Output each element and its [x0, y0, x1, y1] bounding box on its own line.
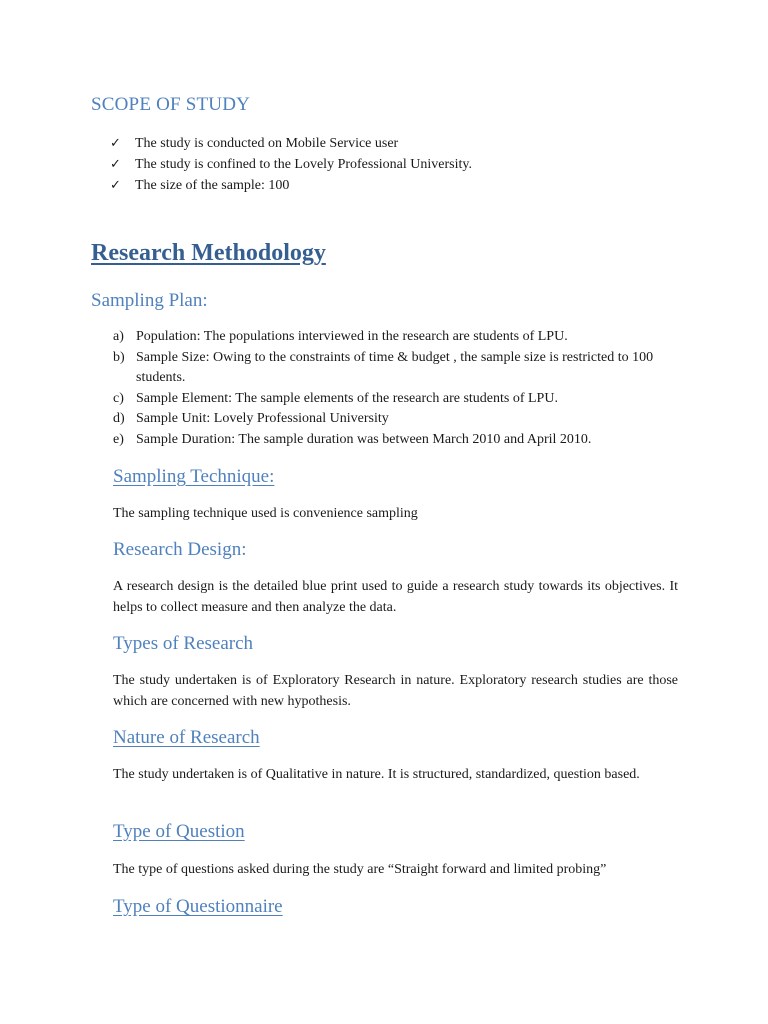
list-item-text: Sample Duration: The sample duration was between March 2010 and April 2010. [136, 431, 592, 447]
research-design-text: A research design is the detailed blue print used to guide a research study towards its objectives. It helps to collect measure and then analyze the data. [113, 579, 678, 615]
checkmark-icon: ✓ [110, 136, 121, 151]
type-of-question-heading: Type of Question [113, 821, 245, 842]
list-item [113, 327, 678, 348]
scope-list [110, 133, 472, 196]
checkmark-icon: ✓ [110, 178, 121, 193]
scope-item-text: The study is confined to the Lovely Professional University. [135, 157, 472, 172]
sampling-technique-text: The sampling technique used is convenience sampling [113, 506, 418, 521]
list-item [113, 348, 678, 389]
list-marker: d) [113, 411, 125, 426]
research-design-heading: Research Design: [113, 539, 247, 560]
types-of-research-text: The study undertaken is of Exploratory Research in nature. Exploratory research studies are those which are concerned with new hypothesis. [113, 673, 678, 709]
nature-of-research-text: The study undertaken is of Qualitative in nature. It is structured, standardized, question based. [113, 767, 640, 782]
list-item-text: Population: The populations interviewed in the research are students of LPU. [136, 329, 568, 344]
list-item-text: Sample Unit: Lovely Professional University [136, 411, 389, 426]
list-item [110, 154, 472, 175]
list-item-text: Sample Element: The sample elements of the research are students of LPU. [136, 390, 558, 406]
list-item [113, 409, 678, 430]
list-marker: c) [113, 390, 124, 406]
types-of-research-heading: Types of Research [113, 633, 254, 654]
list-item [110, 175, 472, 196]
scope-heading: SCOPE OF STUDY [91, 94, 251, 115]
type-of-questionnaire-heading: Type of Questionnaire [113, 896, 283, 917]
sampling-plan-list [113, 327, 678, 450]
research-methodology-heading: Research Methodology [91, 240, 326, 266]
nature-of-research-heading: Nature of Research [113, 727, 260, 748]
scope-item-text: The size of the sample: 100 [135, 178, 290, 193]
checkmark-icon: ✓ [110, 157, 121, 172]
list-marker: a) [113, 329, 124, 344]
list-item [110, 133, 472, 154]
scope-item-text: The study is conducted on Mobile Service user [135, 136, 399, 151]
type-of-question-text: The type of questions asked during the study are “Straight forward and limited probing” [113, 862, 607, 877]
list-marker: e) [113, 431, 124, 447]
list-item-text: Sample Size: Owing to the constraints of time & budget , the sample size is restricted to 100 students. [136, 349, 654, 385]
list-item [113, 430, 678, 451]
list-marker: b) [113, 349, 125, 365]
sampling-technique-heading: Sampling Technique: [113, 466, 275, 487]
list-item [113, 389, 678, 410]
sampling-plan-heading: Sampling Plan: [91, 290, 208, 311]
